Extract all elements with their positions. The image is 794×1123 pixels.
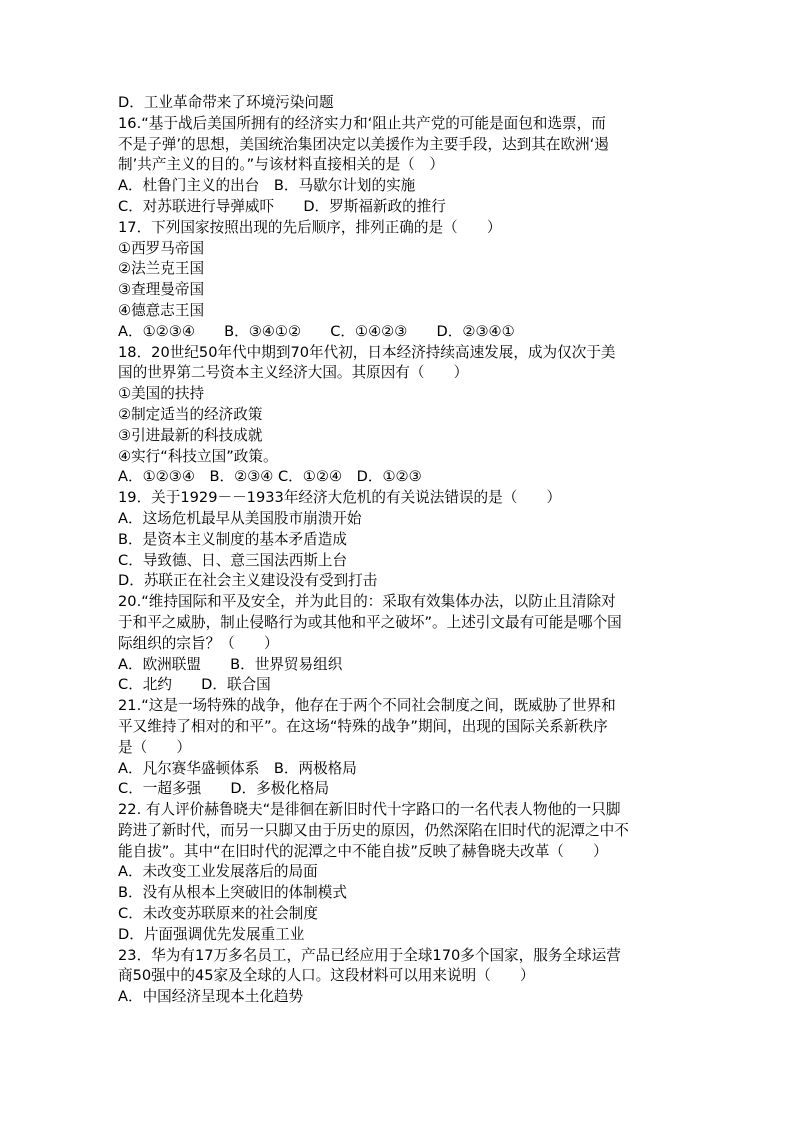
text-line: 是（ ） bbox=[118, 738, 191, 756]
text-line: 商50强中的45家及全球的人口。这段材料可以用来说明（ ） bbox=[118, 967, 535, 985]
answer-option: A．这场危机最早从美国股市崩溃开始 bbox=[118, 509, 362, 527]
text-line: ②法兰克王国 bbox=[118, 260, 205, 278]
text-line: 国的世界第二号资本主义经济大国。其原因有（ ） bbox=[118, 364, 469, 382]
answer-option: A．中国经济呈现本土化趋势 bbox=[118, 988, 304, 1006]
text-line: 跨进了新时代，而另一只脚又由于历史的原因，仍然深陷在旧时代的泥潭之中不 bbox=[118, 821, 629, 839]
text-line: 平又维持了相对的和平”。在这场“特殊的战争”期间，出现的国际关系新秩序 bbox=[118, 717, 608, 735]
answer-option: C．未改变苏联原来的社会制度 bbox=[118, 905, 318, 923]
question-18-stem: 18．20世纪50年代中期到70年代初，日本经济持续高速发展，成为仅次于美 bbox=[118, 343, 616, 361]
answer-options: C．对苏联进行导弹威吓 D．罗斯福新政的推行 bbox=[118, 197, 446, 215]
answer-option: B．是资本主义制度的基本矛盾造成 bbox=[118, 530, 347, 548]
answer-options: A．①②③④ B．②③④ C．①②④ D．①②③ bbox=[118, 468, 422, 486]
text-line: ①美国的扶持 bbox=[118, 385, 205, 403]
answer-option: C．导致德、日、意三国法西斯上台 bbox=[118, 551, 348, 569]
question-17-stem: 17．下列国家按照出现的先后顺序，排列正确的是（ ） bbox=[118, 218, 502, 236]
answer-option: B．没有从根本上突破旧的体制模式 bbox=[118, 884, 347, 902]
answer-option: A．未改变工业发展落后的局面 bbox=[118, 863, 318, 881]
text-line: ③查理曼帝国 bbox=[118, 281, 205, 299]
text-line: D．工业革命带来了环境污染问题 bbox=[118, 94, 334, 111]
answer-options: A．欧洲联盟 B．世界贸易组织 bbox=[118, 655, 343, 673]
text-line: ④德意志王国 bbox=[118, 301, 205, 319]
text-line: 制’共产主义的目的。”与该材料直接相关的是（ ） bbox=[118, 156, 444, 174]
text-line: ③引进最新的科技成就 bbox=[118, 426, 263, 444]
text-line: ④实行“科技立国”政策。 bbox=[118, 447, 278, 465]
question-23-stem: 23．华为有17万多名员工，产品已经应用于全球170多个国家，服务全球运营 bbox=[118, 946, 621, 964]
question-16-stem: 16.“基于战后美国所拥有的经济实力和‘阻止共产党的可能是面包和选票，而 bbox=[118, 114, 606, 132]
answer-options: A．杜鲁门主义的出台 B．马歇尔计划的实施 bbox=[118, 177, 416, 195]
answer-options: A．凡尔赛华盛顿体系 B．两极格局 bbox=[118, 759, 357, 777]
answer-options: C．北约 D．联合国 bbox=[118, 676, 271, 694]
question-21-stem: 21.“这是一场特殊的战争，他存在于两个不同社会制度之间，既威胁了世界和 bbox=[118, 697, 616, 715]
question-20-stem: 20.“维持国际和平及安全，并为此目的：采取有效集体办法，以防止且清除对 bbox=[118, 593, 616, 611]
text-line: 于和平之威胁，制止侵略行为或其他和平之破坏”。上述引文最有可能是哪个国 bbox=[118, 613, 622, 631]
text-line: 能自拔”。其中“在旧时代的泥潭之中不能自拔”反映了赫鲁晓夫改革（ ） bbox=[118, 842, 608, 860]
answer-options: C．一超多强 D．多极化格局 bbox=[118, 780, 330, 798]
answer-option: D．苏联正在社会主义建设没有受到打击 bbox=[118, 572, 378, 590]
text-line: ①西罗马帝国 bbox=[118, 239, 205, 257]
text-line: 不是子弹’的思想，美国统治集团决定以美援作为主要手段，达到其在欧洲‘遏 bbox=[118, 135, 609, 153]
answer-options: A．①②③④ B．③④①② C．①④②③ D．②③④① bbox=[118, 322, 515, 340]
question-19-stem: 19．关于1929－－1933年经济大危机的有关说法错误的是（ ） bbox=[118, 489, 562, 507]
text-line: ②制定适当的经济政策 bbox=[118, 405, 263, 423]
question-22-stem: 22. 有人评价赫鲁晓夫“是徘徊在新旧时代十字路口的一名代表人物他的一只脚 bbox=[118, 801, 621, 819]
text-line: 际组织的宗旨？（ ） bbox=[118, 634, 279, 652]
answer-option: D．片面强调优先发展重工业 bbox=[118, 925, 305, 943]
